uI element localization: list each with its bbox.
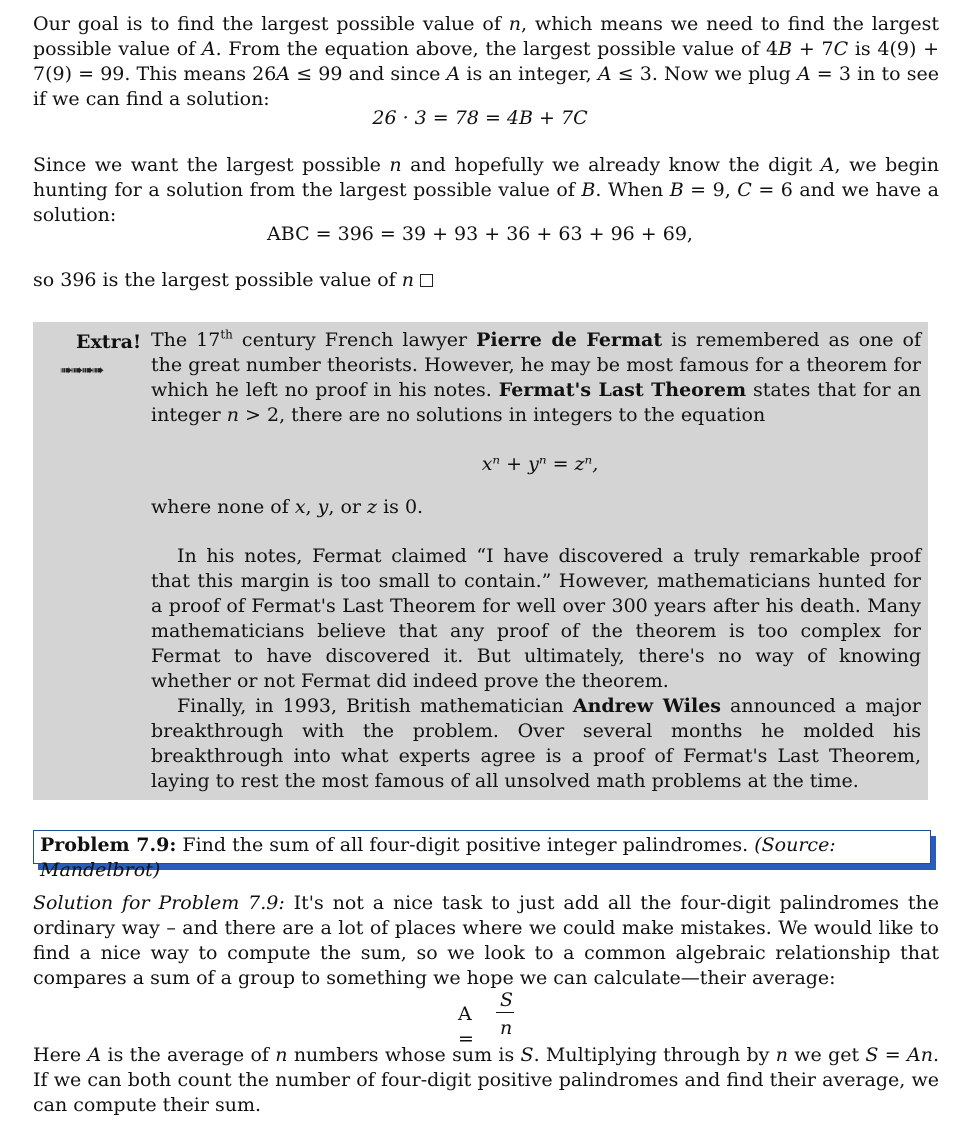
- fermat-equation: xⁿ + yⁿ = zⁿ,: [481, 453, 599, 475]
- solution-paragraph-1: Solution for Problem 7.9: It's not a nice task to just add all the four-digit palindromes the ordinary way – and there are a lot of places where we could make mistakes. We would like to find a nice way to compute the sum, so we look to a common algebraic relationship that compares a sum of a group to something we hope we can calculate—their average:: [33, 892, 939, 989]
- extra-where-line: where none of x, y, or z is 0.: [151, 496, 424, 518]
- equation-26-times-3: 26 · 3 = 78 = 4B + 7C: [372, 107, 588, 129]
- arrow-icons: ➠➠➠➠: [60, 361, 103, 379]
- problem-statement: Problem 7.9: Find the sum of all four-digit positive integer palindromes. (Source: Mandelbrot): [40, 834, 836, 881]
- fraction-bar: [496, 1012, 514, 1013]
- intro-paragraph-1: Our goal is to find the largest possible value of n, which means we need to find the largest possible value of A. From the equation above, the largest possible value of 4B + 7C is 4(9) + 7(9) = 99. This means 26A ≤ 99 and since A is an integer, A ≤ 3. Now we plug A = 3 in to see if we can find a solution:: [33, 13, 940, 110]
- solution-paragraph-2: Here A is the average of n numbers whose sum is S. Multiplying through by n we get S = An. If we can both count the number of four-digit positive palindromes and find their average, we can compute their sum.: [33, 1044, 939, 1116]
- intro-paragraph-3: so 396 is the largest possible value of n: [33, 268, 939, 293]
- qed-square-icon: [420, 274, 433, 287]
- intro-paragraph-2: Since we want the largest possible n and hopefully we already know the digit A, we begin hunting for a solution from the largest possible value of B. When B = 9, C = 6 and we have a solution:: [33, 154, 939, 226]
- extra-paragraph-1: The 17th century French lawyer Pierre de Fermat is remembered as one of the great number theorists. However, he may be most famous for a theorem for which he left no proof in his notes. Fermat's Last Theorem states that for an integer n > 2, there are no solutions in integers to the equation: [151, 327, 922, 426]
- extra-paragraph-2: In his notes, Fermat claimed “I have discovered a truly remarkable proof that this margin is too small to contain.” However, mathematicians hunted for a proof of Fermat's Last Theorem for well over 300 years after his death. Many mathematicians believe that any proof of the theorem is too complex for Fermat to have discovered it. But ultimately, there's no way of knowing whether or not Fermat did indeed prove the theorem.: [151, 545, 921, 692]
- extra-label: Extra!: [76, 331, 142, 353]
- equation-abc-396: ABC = 396 = 39 + 93 + 36 + 63 + 96 + 69,: [267, 223, 693, 245]
- extra-paragraph-3: Finally, in 1993, British mathematician Andrew Wiles announced a major breakthrough with the problem. Over several months he molded his breakthrough into what experts agree is a proof of Fermat's Last Theorem, laying to rest the most famous of all unsolved math problems at the time.: [151, 695, 921, 792]
